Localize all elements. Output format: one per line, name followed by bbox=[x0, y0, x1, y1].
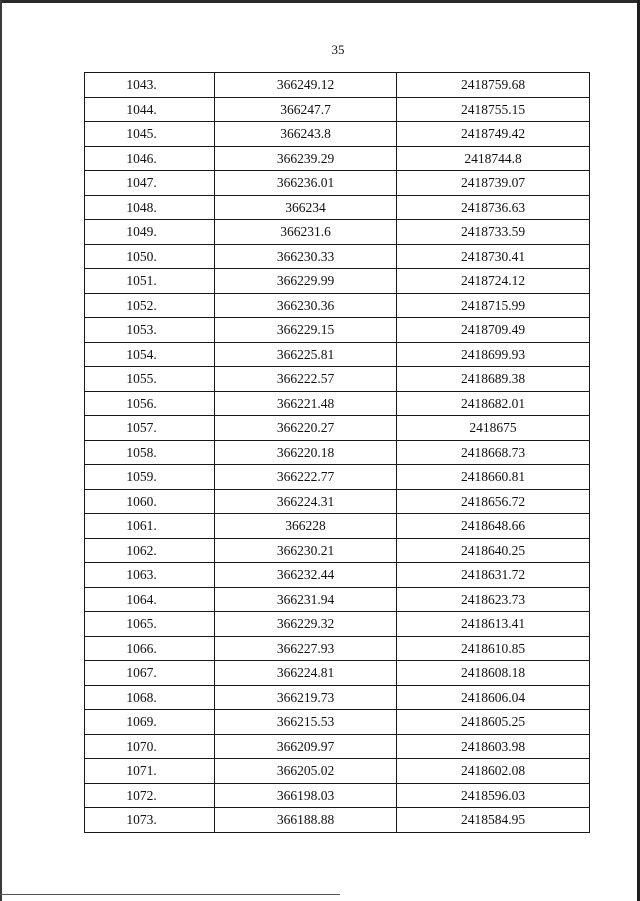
point-number-cell: 1047. bbox=[85, 171, 215, 196]
point-number-cell: 1050. bbox=[85, 244, 215, 269]
table-row bbox=[85, 244, 590, 269]
y-coordinate-cell: 2418739.07 bbox=[397, 171, 590, 196]
y-coordinate-cell: 2418709.49 bbox=[397, 318, 590, 343]
table-row bbox=[85, 563, 590, 588]
point-number-cell: 1060. bbox=[85, 489, 215, 514]
x-coordinate-cell: 366234 bbox=[215, 195, 397, 220]
x-coordinate-cell: 366215.53 bbox=[215, 710, 397, 735]
coordinate-table-body bbox=[85, 73, 590, 833]
x-coordinate-cell: 366227.93 bbox=[215, 636, 397, 661]
y-coordinate-cell: 2418724.12 bbox=[397, 269, 590, 294]
x-coordinate-cell: 366243.8 bbox=[215, 122, 397, 147]
point-number-cell: 1069. bbox=[85, 710, 215, 735]
y-coordinate-cell: 2418689.38 bbox=[397, 367, 590, 392]
table-row bbox=[85, 514, 590, 539]
y-coordinate-cell: 2418596.03 bbox=[397, 783, 590, 808]
point-number-cell: 1072. bbox=[85, 783, 215, 808]
x-coordinate-cell: 366220.18 bbox=[215, 440, 397, 465]
table-row bbox=[85, 636, 590, 661]
point-number-cell: 1065. bbox=[85, 612, 215, 637]
page-number: 35 bbox=[331, 42, 345, 57]
x-coordinate-cell: 366229.99 bbox=[215, 269, 397, 294]
scan-edge-top bbox=[0, 0, 640, 3]
x-coordinate-cell: 366222.77 bbox=[215, 465, 397, 490]
point-number-cell: 1054. bbox=[85, 342, 215, 367]
y-coordinate-cell: 2418759.68 bbox=[397, 73, 590, 98]
table-row bbox=[85, 122, 590, 147]
x-coordinate-cell: 366219.73 bbox=[215, 685, 397, 710]
table-row bbox=[85, 587, 590, 612]
x-coordinate-cell: 366229.32 bbox=[215, 612, 397, 637]
x-coordinate-cell: 366230.33 bbox=[215, 244, 397, 269]
x-coordinate-cell: 366231.6 bbox=[215, 220, 397, 245]
footer-rule bbox=[0, 894, 340, 895]
x-coordinate-cell: 366230.36 bbox=[215, 293, 397, 318]
x-coordinate-cell: 366205.02 bbox=[215, 759, 397, 784]
point-number-cell: 1068. bbox=[85, 685, 215, 710]
y-coordinate-cell: 2418668.73 bbox=[397, 440, 590, 465]
x-coordinate-cell: 366229.15 bbox=[215, 318, 397, 343]
table-row bbox=[85, 489, 590, 514]
y-coordinate-cell: 2418656.72 bbox=[397, 489, 590, 514]
x-coordinate-cell: 366221.48 bbox=[215, 391, 397, 416]
y-coordinate-cell: 2418699.93 bbox=[397, 342, 590, 367]
point-number-cell: 1045. bbox=[85, 122, 215, 147]
y-coordinate-cell: 2418755.15 bbox=[397, 97, 590, 122]
table-row bbox=[85, 783, 590, 808]
y-coordinate-cell: 2418584.95 bbox=[397, 808, 590, 833]
y-coordinate-cell: 2418744.8 bbox=[397, 146, 590, 171]
table-row bbox=[85, 538, 590, 563]
y-coordinate-cell: 2418605.25 bbox=[397, 710, 590, 735]
x-coordinate-cell: 366231.94 bbox=[215, 587, 397, 612]
point-number-cell: 1053. bbox=[85, 318, 215, 343]
table-row bbox=[85, 734, 590, 759]
table-row bbox=[85, 685, 590, 710]
point-number-cell: 1046. bbox=[85, 146, 215, 171]
table-row bbox=[85, 440, 590, 465]
table-row bbox=[85, 73, 590, 98]
x-coordinate-cell: 366224.81 bbox=[215, 661, 397, 686]
x-coordinate-cell: 366230.21 bbox=[215, 538, 397, 563]
point-number-cell: 1073. bbox=[85, 808, 215, 833]
point-number-cell: 1049. bbox=[85, 220, 215, 245]
point-number-cell: 1057. bbox=[85, 416, 215, 441]
table-row bbox=[85, 269, 590, 294]
x-coordinate-cell: 366247.7 bbox=[215, 97, 397, 122]
x-coordinate-cell: 366236.01 bbox=[215, 171, 397, 196]
x-coordinate-cell: 366224.31 bbox=[215, 489, 397, 514]
point-number-cell: 1056. bbox=[85, 391, 215, 416]
y-coordinate-cell: 2418623.73 bbox=[397, 587, 590, 612]
point-number-cell: 1051. bbox=[85, 269, 215, 294]
y-coordinate-cell: 2418648.66 bbox=[397, 514, 590, 539]
scan-edge-left bbox=[0, 0, 2, 901]
y-coordinate-cell: 2418631.72 bbox=[397, 563, 590, 588]
x-coordinate-cell: 366188.88 bbox=[215, 808, 397, 833]
table-row bbox=[85, 391, 590, 416]
table-row bbox=[85, 808, 590, 833]
table-row bbox=[85, 318, 590, 343]
point-number-cell: 1043. bbox=[85, 73, 215, 98]
y-coordinate-cell: 2418736.63 bbox=[397, 195, 590, 220]
x-coordinate-cell: 366225.81 bbox=[215, 342, 397, 367]
x-coordinate-cell: 366209.97 bbox=[215, 734, 397, 759]
table-row bbox=[85, 146, 590, 171]
y-coordinate-cell: 2418675 bbox=[397, 416, 590, 441]
x-coordinate-cell: 366220.27 bbox=[215, 416, 397, 441]
point-number-cell: 1067. bbox=[85, 661, 215, 686]
x-coordinate-cell: 366222.57 bbox=[215, 367, 397, 392]
point-number-cell: 1058. bbox=[85, 440, 215, 465]
table-row bbox=[85, 416, 590, 441]
table-row bbox=[85, 465, 590, 490]
point-number-cell: 1059. bbox=[85, 465, 215, 490]
point-number-cell: 1061. bbox=[85, 514, 215, 539]
x-coordinate-cell: 366249.12 bbox=[215, 73, 397, 98]
point-number-cell: 1048. bbox=[85, 195, 215, 220]
table-row bbox=[85, 195, 590, 220]
table-row bbox=[85, 367, 590, 392]
table-row bbox=[85, 171, 590, 196]
point-number-cell: 1063. bbox=[85, 563, 215, 588]
y-coordinate-cell: 2418603.98 bbox=[397, 734, 590, 759]
x-coordinate-cell: 366198.03 bbox=[215, 783, 397, 808]
point-number-cell: 1044. bbox=[85, 97, 215, 122]
point-number-cell: 1052. bbox=[85, 293, 215, 318]
y-coordinate-cell: 2418610.85 bbox=[397, 636, 590, 661]
table-row bbox=[85, 293, 590, 318]
y-coordinate-cell: 2418749.42 bbox=[397, 122, 590, 147]
y-coordinate-cell: 2418608.18 bbox=[397, 661, 590, 686]
y-coordinate-cell: 2418606.04 bbox=[397, 685, 590, 710]
point-number-cell: 1066. bbox=[85, 636, 215, 661]
y-coordinate-cell: 2418682.01 bbox=[397, 391, 590, 416]
y-coordinate-cell: 2418602.08 bbox=[397, 759, 590, 784]
point-number-cell: 1071. bbox=[85, 759, 215, 784]
table-row bbox=[85, 661, 590, 686]
y-coordinate-cell: 2418660.81 bbox=[397, 465, 590, 490]
point-number-cell: 1062. bbox=[85, 538, 215, 563]
x-coordinate-cell: 366239.29 bbox=[215, 146, 397, 171]
table-row bbox=[85, 710, 590, 735]
point-number-cell: 1070. bbox=[85, 734, 215, 759]
table-row bbox=[85, 97, 590, 122]
y-coordinate-cell: 2418715.99 bbox=[397, 293, 590, 318]
table-row bbox=[85, 612, 590, 637]
table-row bbox=[85, 759, 590, 784]
x-coordinate-cell: 366228 bbox=[215, 514, 397, 539]
y-coordinate-cell: 2418640.25 bbox=[397, 538, 590, 563]
y-coordinate-cell: 2418730.41 bbox=[397, 244, 590, 269]
point-number-cell: 1055. bbox=[85, 367, 215, 392]
x-coordinate-cell: 366232.44 bbox=[215, 563, 397, 588]
y-coordinate-cell: 2418733.59 bbox=[397, 220, 590, 245]
point-number-cell: 1064. bbox=[85, 587, 215, 612]
table-row bbox=[85, 220, 590, 245]
y-coordinate-cell: 2418613.41 bbox=[397, 612, 590, 637]
table-row bbox=[85, 342, 590, 367]
coordinate-table bbox=[84, 72, 590, 833]
